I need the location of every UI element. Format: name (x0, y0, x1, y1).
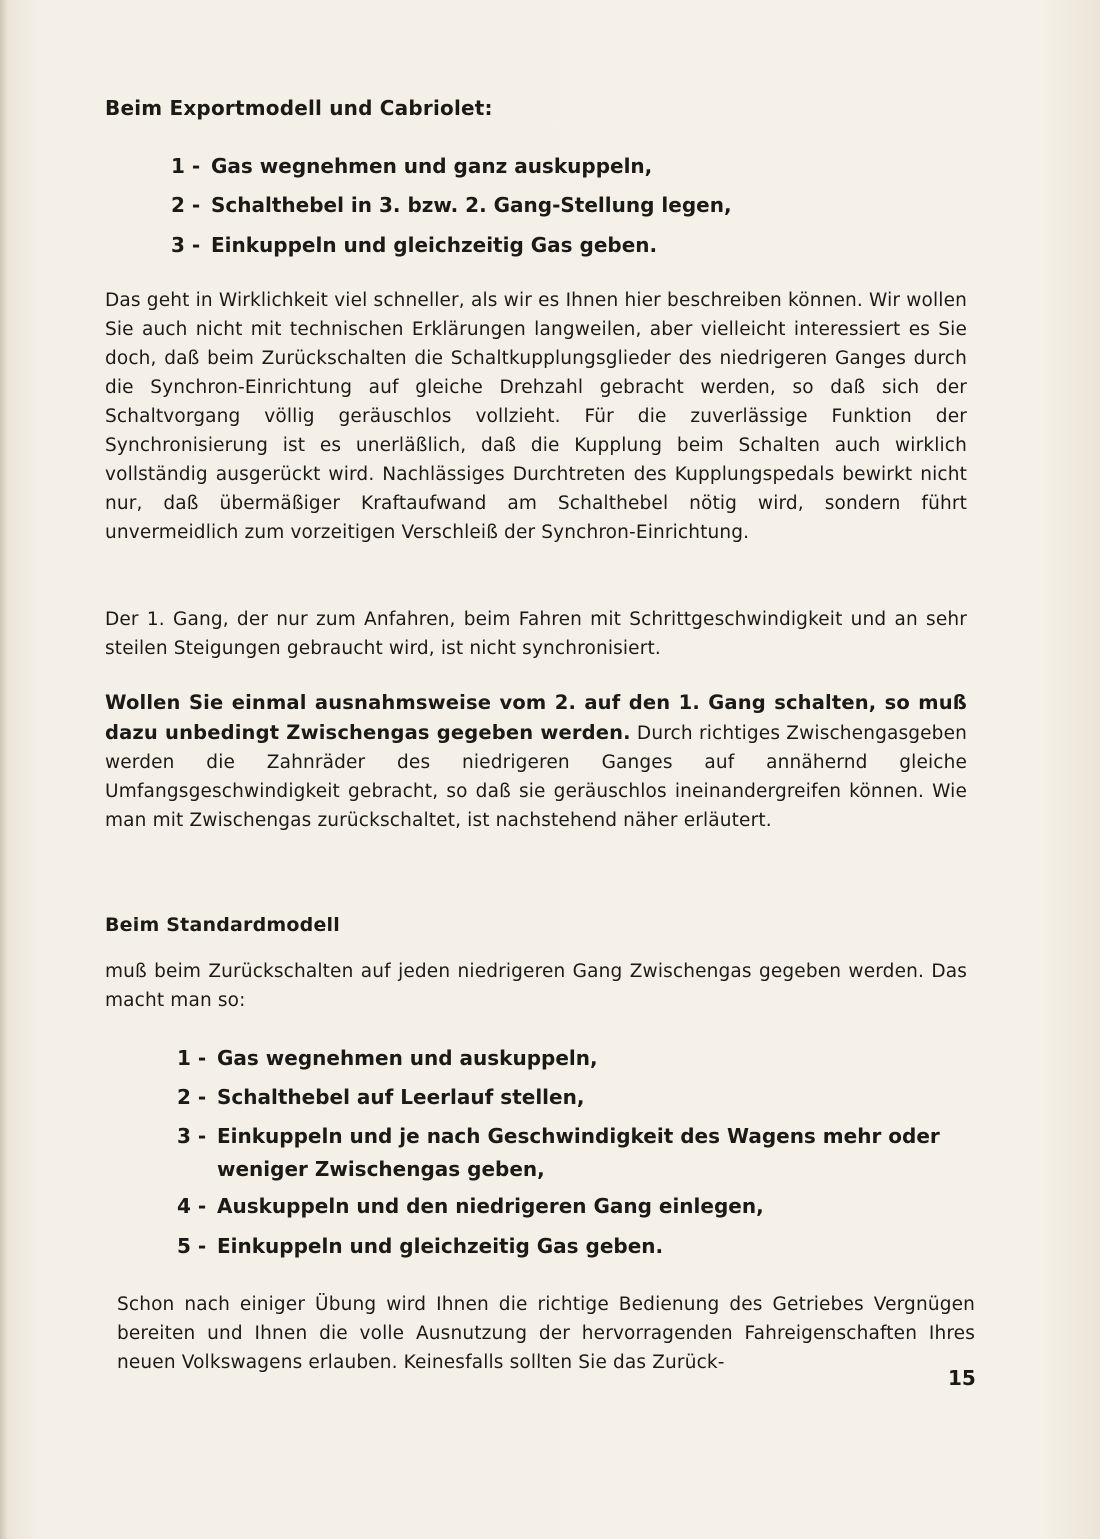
step-text: Schalthebel auf Leerlauf stellen, (217, 1085, 585, 1109)
step-number: 1 - (171, 154, 201, 178)
step-text: Schalthebel in 3. bzw. 2. Gang-Stellung legen, (211, 193, 732, 217)
step-text: Gas wegnehmen und auskuppeln, (217, 1046, 598, 1070)
step-number: 3 - (171, 233, 201, 257)
section-heading-standard: Beim Standardmodell (105, 914, 340, 936)
paragraph-standard-intro: muß beim Zurückschalten auf jeden niedrigeren Gang Zwischengas gegeben werden. Das macht man so: (105, 961, 967, 1011)
paragraph-synchron: Das geht in Wirklichkeit viel schneller, als wir es Ihnen hier beschreiben können. Wir wollen Sie auch nicht mit technischen Erklärungen langweilen, aber vielleicht interessiert es Sie doch, daß beim Zurückschalten die Schaltkupplungsglieder des niedrigeren Ganges durch die Synchron-Einrichtung auf gleiche Drehzahl gebracht werden, so daß sich der Schaltvorgang völlig geräuschlos vollzieht. Für die zuverlässige Funktion der Synchronisierung ist es unerläßlich, daß die Kupplung beim Schalten auch wirklich vollständig ausgerückt wird. Nachlässiges Durchtreten des Kupplungspedals bewirkt nicht nur, daß übermäßiger Kraftaufwand am Schalthebel nötig wird, sondern führt unvermeidlich zum vorzeitigen Verschleiß der Synchron-Einrichtung. (105, 290, 967, 543)
paragraph-first-gear: Der 1. Gang, der nur zum Anfahren, beim Fahren mit Schrittgeschwindigkeit und an sehr steilen Steigungen gebraucht wird, ist nicht synchronisiert. (105, 609, 967, 659)
export-step-1 (171, 150, 981, 183)
step-text: Einkuppeln und je nach Geschwindigkeit des Wagens mehr oder weniger Zwischengas geben, (217, 1124, 940, 1181)
standard-step-3 (177, 1120, 977, 1186)
step-number: 1 - (177, 1046, 207, 1070)
step-text: Einkuppeln und gleichzeitig Gas geben. (211, 233, 658, 257)
standard-step-4 (177, 1190, 987, 1223)
page-binding-edge (0, 0, 8, 1539)
step-text: Gas wegnehmen und ganz auskuppeln, (211, 154, 653, 178)
paragraph-zwischengas (105, 688, 967, 835)
export-step-3 (171, 229, 981, 262)
step-number: 5 - (177, 1234, 207, 1258)
paragraph-standard-outro: Schon nach einiger Übung wird Ihnen die richtige Bedienung des Getriebes Vergnügen bereiten und Ihnen die volle Ausnutzung der hervorragenden Fahreigenschaften Ihres neuen Volkswagens erlauben. Keinesfalls sollten Sie das Zurück- (117, 1294, 975, 1373)
standard-step-5 (177, 1230, 987, 1263)
standard-step-1 (177, 1042, 987, 1075)
step-text: Auskuppeln und den niedrigeren Gang einlegen, (217, 1194, 764, 1218)
paragraph-zwischengas-rest: Durch richtiges Zwischengasgeben werden die Zahnräder des niedrigeren Ganges auf annähernd gleiche Umfangsgeschwindigkeit gebracht, so daß sie geräuschlos ineinandergreifen können. Wie man mit Zwischengas zurückschaltet, ist nachstehend näher erläutert. (105, 723, 967, 831)
export-step-2 (171, 189, 981, 222)
page-number: 15 (948, 1366, 976, 1390)
step-number: 2 - (177, 1085, 207, 1109)
step-text: Einkuppeln und gleichzeitig Gas geben. (217, 1234, 664, 1258)
step-number: 2 - (171, 193, 201, 217)
step-number: 4 - (177, 1194, 207, 1218)
section-heading-export: Beim Exportmodell und Cabriolet: (105, 96, 493, 120)
paragraph-zwischengas-emphasis: Wollen Sie einmal ausnahmsweise vom 2. auf den 1. Gang schalten, so muß dazu unbedingt Zwischengas gegeben werden. (105, 691, 967, 744)
standard-step-2 (177, 1081, 987, 1114)
step-number: 3 - (177, 1124, 207, 1148)
